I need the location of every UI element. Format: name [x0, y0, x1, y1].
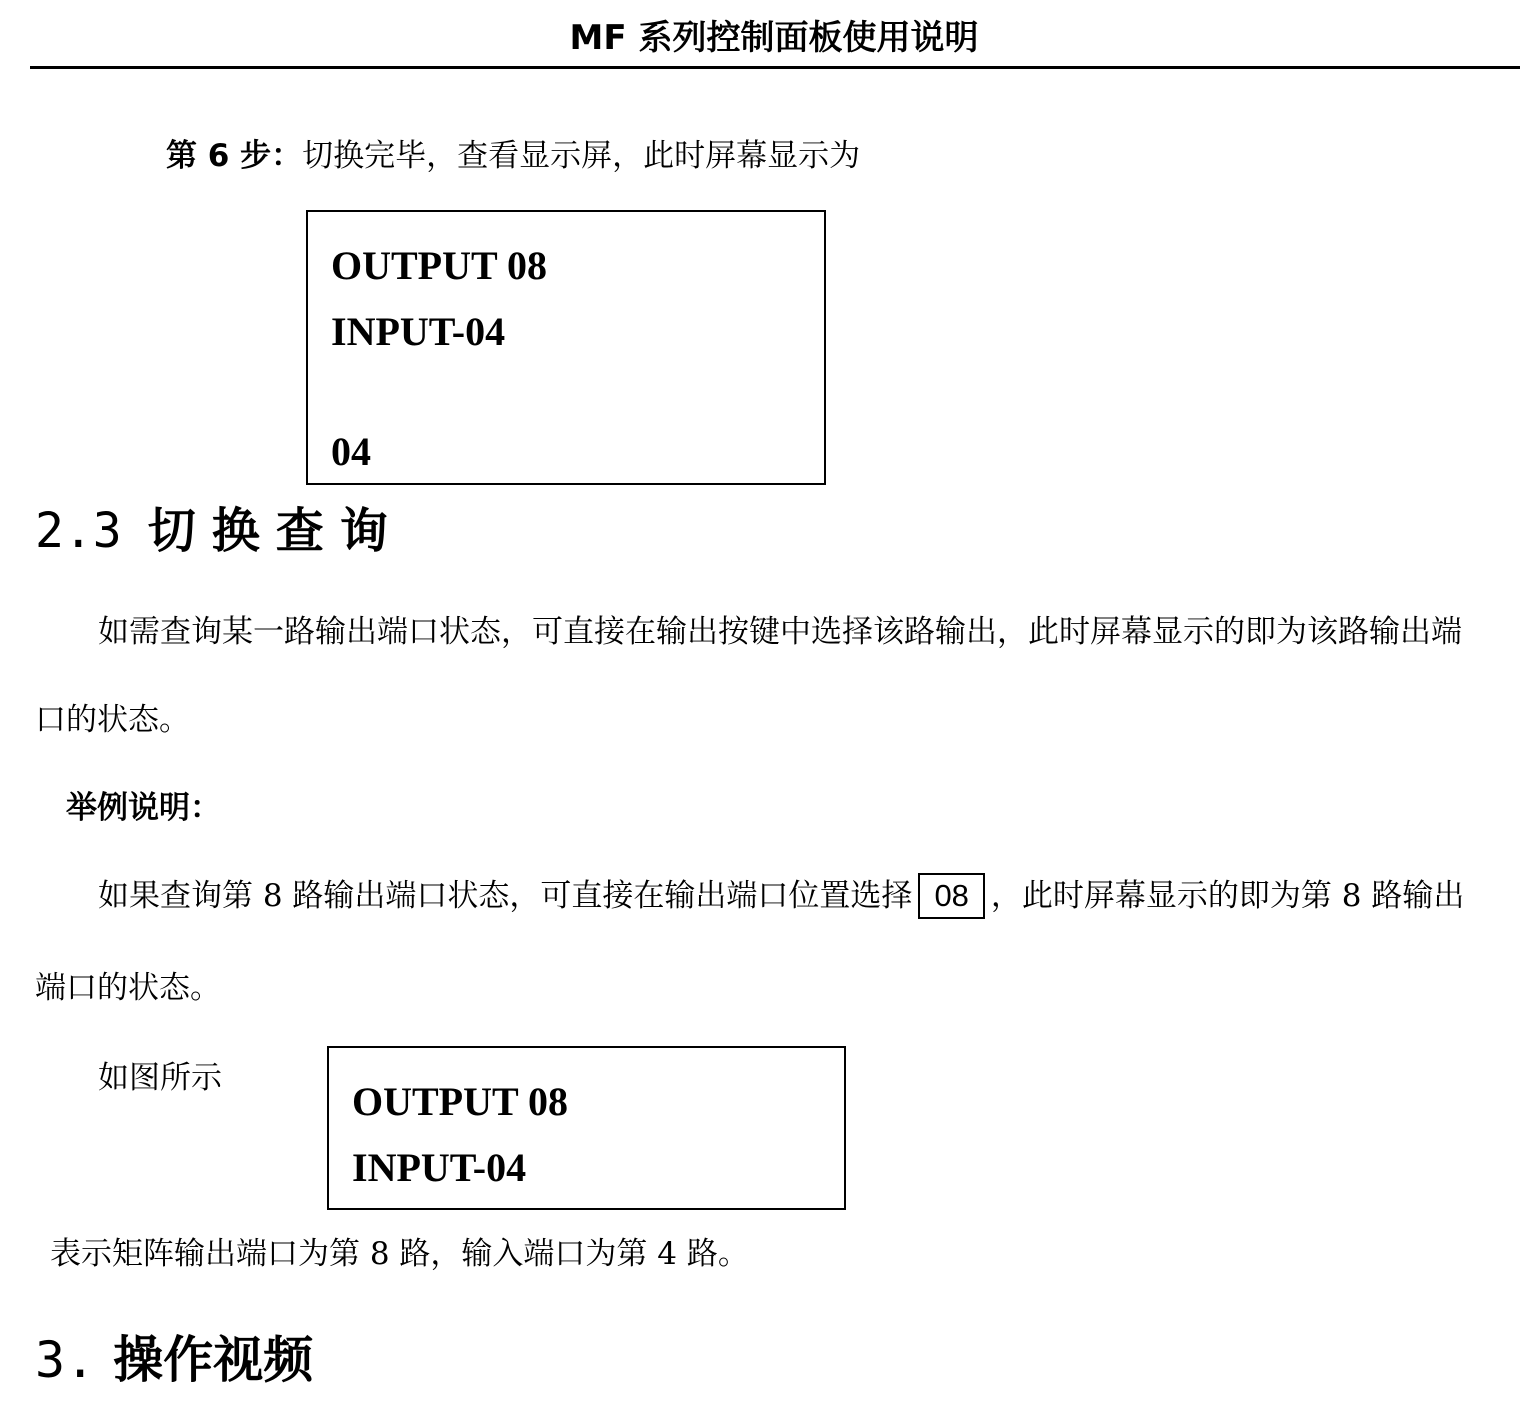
paragraph-line: 口的状态。 [35, 702, 190, 738]
example-label: 举例说明： [66, 790, 221, 826]
step-6-label: 第 6 步： [166, 138, 303, 174]
section-title: 操作视频 [113, 1331, 314, 1389]
lcd-display-box [327, 1046, 846, 1210]
paragraph-line: 端口的状态。 [35, 970, 221, 1006]
lcd-output-line: OUTPUT 08 [331, 243, 547, 288]
output-key-08: 08 [918, 873, 984, 919]
section-number: 2.3 [35, 503, 122, 559]
section-title: 切换查询 [147, 503, 404, 559]
lcd-input-line: INPUT-04 [352, 1145, 527, 1190]
section-2-3-heading [35, 492, 404, 561]
lcd-output-line: OUTPUT 08 [352, 1079, 568, 1124]
paragraph-text: 如果查询第 8 路输出端口状态，可直接在输出端口位置选择 [98, 878, 913, 914]
lcd-display-box [306, 210, 826, 485]
step-6-line [166, 130, 860, 175]
section-3-heading [35, 1320, 313, 1392]
page-header: MF 系列控制面板使用说明 [569, 18, 979, 58]
paragraph-line [98, 870, 1464, 919]
lcd-input-line: INPUT-04 [331, 309, 506, 354]
paragraph-line: 如需查询某一路输出端口状态，可直接在输出按键中选择该路输出，此时屏幕显示的即为该路输出端 [98, 614, 1462, 650]
section-number: 3. [35, 1331, 96, 1389]
header-divider [30, 66, 1520, 69]
summary-text: 表示矩阵输出端口为第 8 路，输入端口为第 4 路。 [50, 1236, 749, 1272]
step-6-text: 切换完毕，查看显示屏，此时屏幕显示为 [302, 138, 861, 174]
lcd-channel-line: 04 [331, 429, 371, 474]
figure-label: 如图所示 [98, 1060, 222, 1096]
paragraph-text: ，此时屏幕显示的即为第 8 路输出 [990, 878, 1465, 914]
